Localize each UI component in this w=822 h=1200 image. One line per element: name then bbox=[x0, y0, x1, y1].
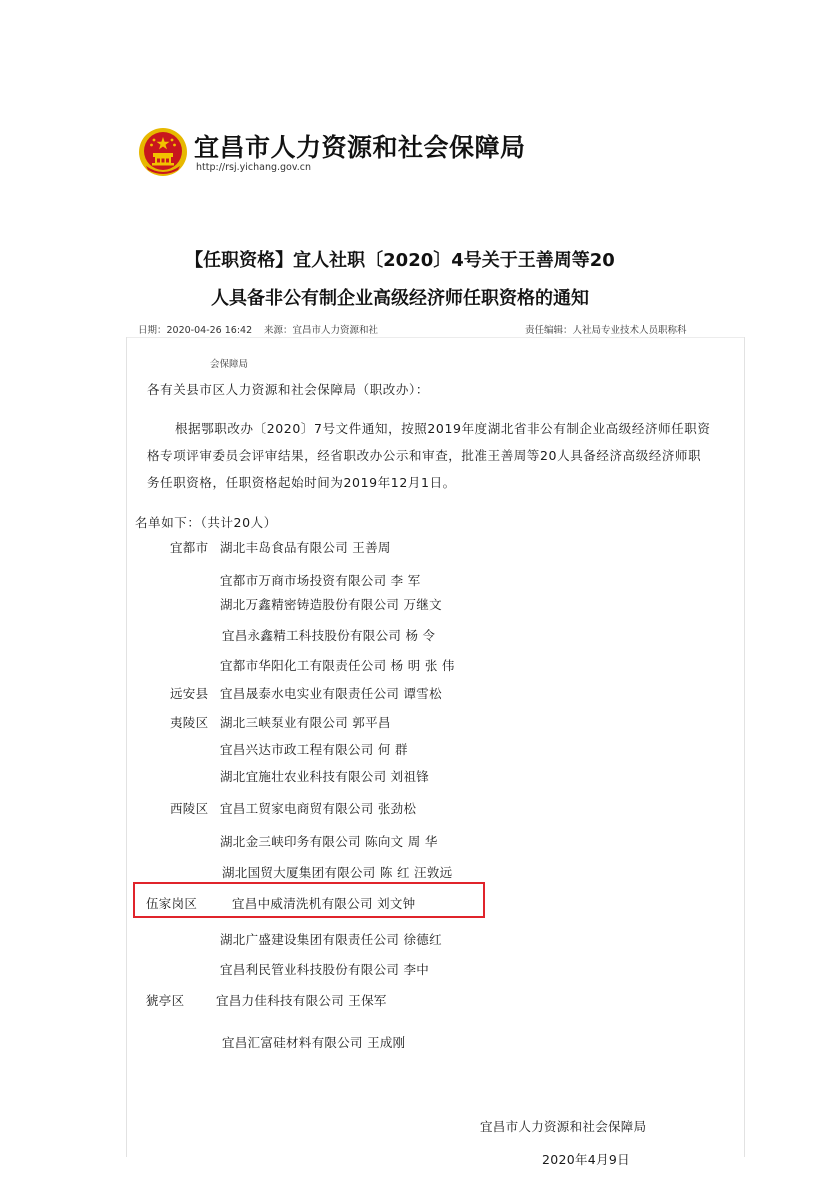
list-item: 湖北广盛建设集团有限责任公司 徐德红 bbox=[220, 932, 442, 947]
list-item: 宜昌永鑫精工科技股份有限公司 杨 令 bbox=[222, 628, 436, 643]
list-item: 宜都市华阳化工有限责任公司 杨 明 张 伟 bbox=[220, 658, 455, 673]
signature-date: 2020年4月9日 bbox=[542, 1152, 630, 1167]
salutation: 各有关县市区人力资源和社会保障局（职改办）： bbox=[147, 382, 429, 397]
district-label: 远安县 bbox=[170, 686, 209, 701]
list-intro: 名单如下：（共计20人） bbox=[135, 515, 277, 530]
editor: 责任编辑：人社局专业技术人员职称科 bbox=[525, 325, 687, 336]
source: 来源：宜昌市人力资源和社 bbox=[264, 325, 379, 336]
national-emblem-icon bbox=[138, 126, 188, 178]
paragraph-line: 根据鄂职改办〔2020〕7号文件通知，按照2019年度湖北省非公有制企业高级经济师任职资 bbox=[175, 421, 711, 436]
paragraph-line: 务任职资格，任职资格起始时间为2019年12月1日。 bbox=[147, 475, 456, 490]
district-label: 宜都市 bbox=[170, 540, 209, 555]
publish-date: 日期：2020-04-26 16:42 bbox=[138, 325, 253, 336]
content-frame-top bbox=[126, 337, 744, 338]
list-item: 宜都市万商市场投资有限公司 李 军 bbox=[220, 573, 421, 588]
district-label: 伍家岗区 bbox=[146, 896, 198, 911]
list-item: 湖北宜施壮农业科技有限公司 刘祖锋 bbox=[220, 769, 430, 784]
list-item: 宜昌工贸家电商贸有限公司 张劲松 bbox=[220, 801, 417, 816]
org-name: 宜昌市人力资源和社会保障局 bbox=[194, 133, 526, 162]
doc-title-line1: 【任职资格】宜人社职〔2020〕4号关于王善周等20 bbox=[185, 250, 615, 271]
content-frame-right bbox=[744, 337, 745, 1157]
source-continued: 会保障局 bbox=[210, 359, 249, 370]
list-item: 宜昌汇富硅材料有限公司 王成刚 bbox=[222, 1035, 406, 1050]
paragraph-line: 格专项评审委员会评审结果，经省职改办公示和审查，批准王善周等20人具备经济高级经济师职 bbox=[147, 448, 702, 463]
list-item: 湖北万鑫精密铸造股份有限公司 万继文 bbox=[220, 597, 442, 612]
signature: 宜昌市人力资源和社会保障局 bbox=[480, 1119, 647, 1134]
list-item: 湖北国贸大厦集团有限公司 陈 红 汪敦远 bbox=[222, 865, 453, 880]
list-item: 宜昌晟泰水电实业有限责任公司 谭雪松 bbox=[220, 686, 442, 701]
list-item: 宜昌兴达市政工程有限公司 何 群 bbox=[220, 742, 408, 757]
list-item: 湖北丰岛食品有限公司 王善周 bbox=[220, 540, 391, 555]
list-item: 宜昌力佳科技有限公司 王保军 bbox=[216, 993, 387, 1008]
list-item-highlighted: 宜昌中威清洗机有限公司 刘文钟 bbox=[232, 896, 416, 911]
district-label: 西陵区 bbox=[170, 801, 209, 816]
list-item: 湖北三峡泵业有限公司 郭平昌 bbox=[220, 715, 391, 730]
district-label: 猇亭区 bbox=[146, 993, 185, 1008]
list-item: 湖北金三峡印务有限公司 陈向文 周 华 bbox=[220, 834, 438, 849]
district-label: 夷陵区 bbox=[170, 715, 209, 730]
org-url[interactable]: http://rsj.yichang.gov.cn bbox=[196, 162, 312, 173]
list-item: 宜昌利民管业科技股份有限公司 李中 bbox=[220, 962, 430, 977]
doc-title-line2: 人具备非公有制企业高级经济师任职资格的通知 bbox=[211, 288, 589, 309]
content-frame-left bbox=[126, 337, 127, 1157]
